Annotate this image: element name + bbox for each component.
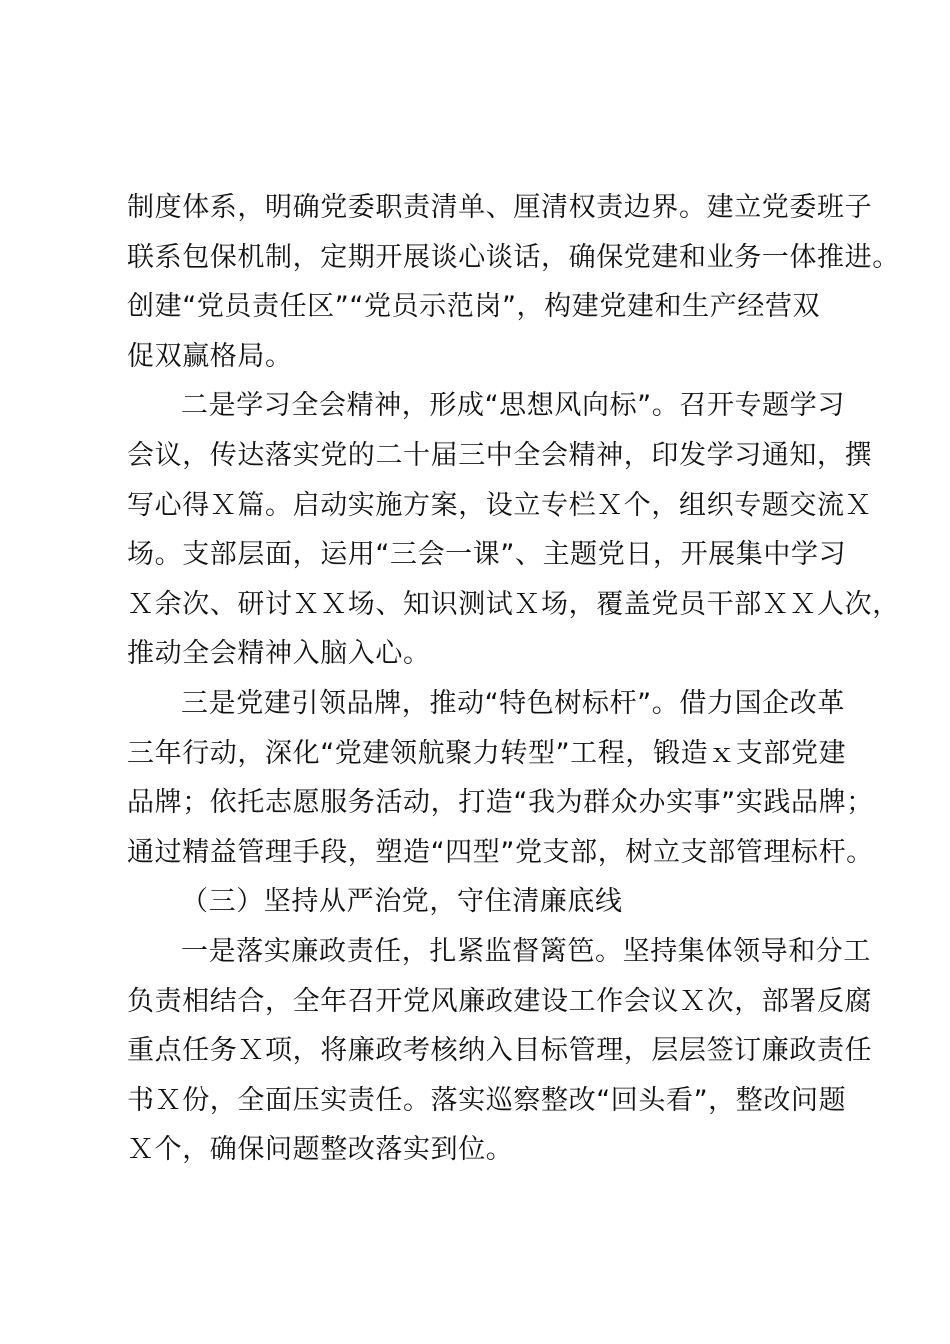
paragraph-3-line-4: 通过精益管理手段，塑造“四型”党支部，树立支部管理标杆。	[127, 836, 874, 868]
paragraph-4-line-2: 负责相结合，全年召开党风廉政建设工作会议Ｘ次，部署反腐	[127, 985, 873, 1017]
paragraph-3-line-2: 三年行动，深化“党建领航聚力转型”工程，锻造ｘ支部党建	[127, 737, 847, 769]
text-line-1: 制度体系，明确党委职责清单、厘清权责边界。建立党委班子	[127, 192, 873, 223]
paragraph-2-line-4: 场。支部层面，运用“三会一课”、主题党日，开展集中学习	[127, 539, 847, 571]
document-body	[127, 183, 900, 1175]
paragraph-4-line-3: 重点任务Ｘ项，将廉政考核纳入目标管理，层层签订廉政责任	[127, 1035, 873, 1067]
paragraph-3-line-1: 三是党建引领品牌，推动“特色树标杆”。借力国企改革	[181, 687, 845, 719]
paragraph-2-line-2: 会议，传达落实党的二十届三中全会精神，印发学习通知，撰	[127, 439, 873, 471]
text-line-2: 联系包保机制，定期开展谈心谈话，确保党建和业务一体推进。	[127, 241, 900, 273]
paragraph-4-line-5: Ｘ个，确保问题整改落实到位。	[127, 1134, 514, 1166]
text-line-4: 促双赢格局。	[127, 340, 293, 372]
text-line-3: 创建“党员责任区”“党员示范岗”，构建党建和生产经营双	[127, 291, 821, 323]
paragraph-2-line-5: Ｘ余次、研讨ＸＸ场、知识测试Ｘ场，覆盖党员干部ＸＸ人次，	[127, 588, 900, 620]
paragraph-2-line-3: 写心得Ｘ篇。启动实施方案，设立专栏Ｘ个，组织专题交流Ｘ	[127, 489, 873, 521]
paragraph-2-line-1: 二是学习全会精神，形成“思想风向标”。召开专题学习	[181, 390, 845, 422]
section-heading: （三）坚持从严治党，守住清廉底线	[181, 886, 623, 918]
paragraph-4-line-1: 一是落实廉政责任，扎紧监督篱笆。坚持集体领导和分工	[181, 935, 871, 967]
paragraph-3-line-3: 品牌；依托志愿服务活动，打造“我为群众办实事”实践品牌；	[127, 787, 874, 819]
paragraph-4-line-4: 书Ｘ份，全面压实责任。落实巡察整改“回头看”，整改问题	[127, 1084, 847, 1116]
paragraph-2-line-6: 推动全会精神入脑入心。	[127, 638, 431, 670]
